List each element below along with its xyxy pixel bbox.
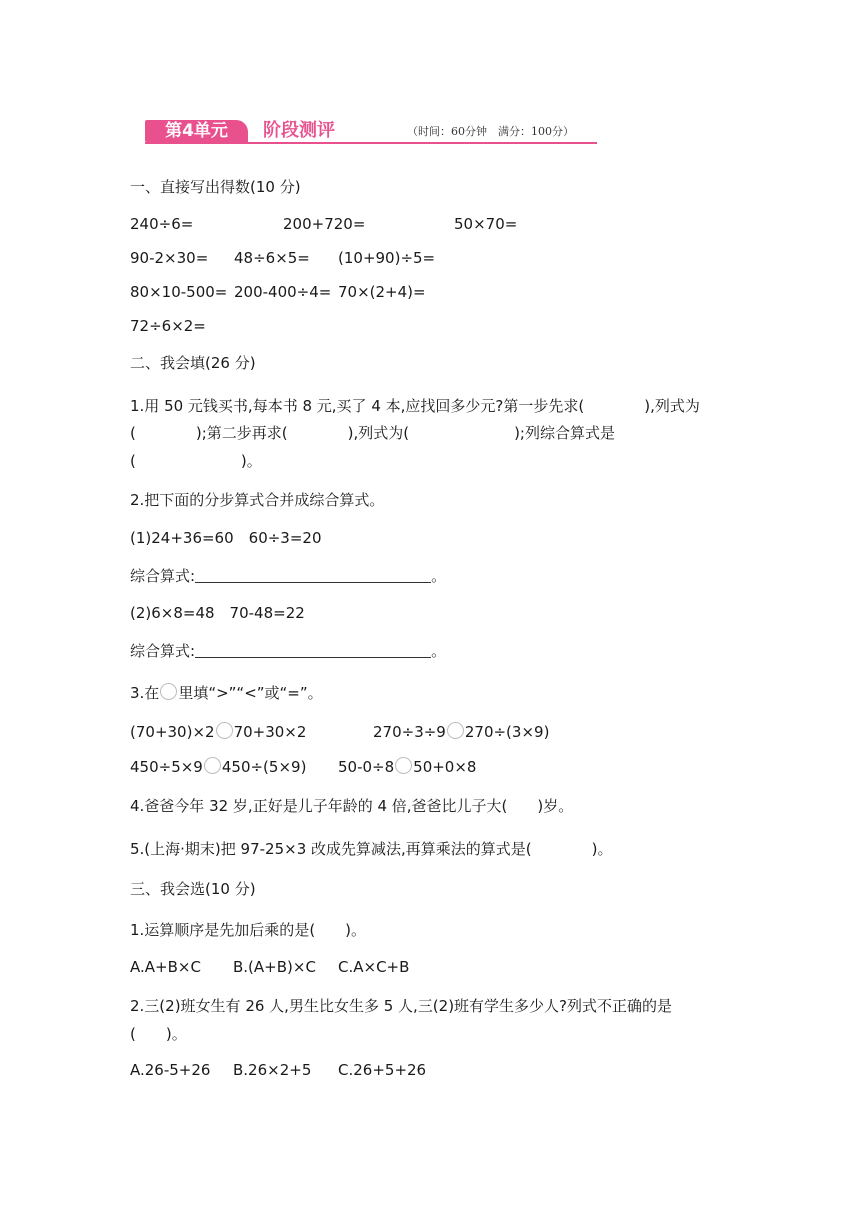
exam-meta: （时间：60分钟 满分：100分） [407, 125, 574, 138]
section3-heading: 三、我会选(10 分) [130, 880, 256, 898]
q3-title-start: 3.在 [130, 684, 160, 702]
question-2-4: 4.爸爸今年 32 岁,正好是儿子年龄的 4 倍,爸爸比儿子大( )岁。 [130, 797, 574, 815]
compare-circle-icon [160, 683, 177, 700]
unit-badge: 第4单元 [145, 120, 248, 142]
question-3-2-line1: 2.三(2)班女生有 26 人,男生比女生多 5 人,三(2)班有学生多少人?列式不正确的是 [130, 997, 673, 1015]
combined-label: 综合算式: [130, 567, 196, 585]
question-3-1: 1.运算顺序是先加后乘的是( )。 [130, 921, 367, 939]
calc-item: 70×(2+4)= [338, 283, 426, 301]
question-2-1-line3: ( )。 [130, 452, 262, 470]
page-title: 阶段测评 [263, 120, 335, 141]
calc-item: 80×10-500= [130, 283, 228, 301]
compare-circle-icon [216, 722, 233, 739]
combined-formula-2 [130, 641, 446, 661]
question-2-2-sub1: (1)24+36=60 60÷3=20 [130, 529, 322, 547]
header-divider [145, 142, 597, 144]
question-3-2-line2: ( )。 [130, 1025, 187, 1043]
compare-right: 70+30×2 [233, 723, 307, 741]
compare-left: 270÷3÷9 [373, 723, 446, 741]
calc-item: 48÷6×5= [234, 249, 310, 267]
question-2-3-title [130, 683, 323, 703]
answer-blank [195, 566, 431, 583]
answer-blank [195, 641, 431, 658]
calc-item: 200+720= [283, 215, 366, 233]
compare-right: 50+0×8 [413, 758, 477, 776]
compare-left: 50-0÷8 [338, 758, 395, 776]
option-a: A.A+B×C [130, 958, 201, 976]
compare-left: (70+30)×2 [130, 723, 215, 741]
compare-right: 270÷(3×9) [464, 723, 550, 741]
section2-heading: 二、我会填(26 分) [130, 354, 256, 372]
q3-title-end: 里填“>”“<”或“=”。 [178, 684, 323, 702]
calc-item: 200-400÷4= [234, 283, 332, 301]
option-b: B.(A+B)×C [233, 958, 316, 976]
option-c: C.A×C+B [338, 958, 410, 976]
compare-circle-icon [395, 757, 412, 774]
question-2-1-line1: 1.用 50 元钱买书,每本书 8 元,买了 4 本,应找回多少元?第一步先求( ),列式为 [130, 397, 700, 415]
option-a: A.26-5+26 [130, 1061, 211, 1079]
question-2-1-line2: ( );第二步再求( ),列式为( );列综合算式是 [130, 424, 615, 442]
question-2-2-sub2: (2)6×8=48 70-48=22 [130, 604, 305, 622]
compare-item [130, 757, 306, 777]
compare-item [373, 722, 549, 742]
calc-item: 90-2×30= [130, 249, 209, 267]
compare-item [338, 757, 476, 777]
calc-item: 72÷6×2= [130, 317, 206, 335]
option-c: C.26+5+26 [338, 1061, 427, 1079]
question-2-5: 5.(上海·期末)把 97-25×3 改成先算减法,再算乘法的算式是( )。 [130, 840, 613, 858]
compare-right: 450÷(5×9) [221, 758, 307, 776]
combined-formula-1 [130, 566, 446, 586]
compare-item [130, 722, 306, 742]
period: 。 [431, 567, 447, 585]
calc-item: 240÷6= [130, 215, 194, 233]
calc-item: 50×70= [454, 215, 518, 233]
compare-left: 450÷5×9 [130, 758, 203, 776]
unit-header [145, 120, 597, 144]
option-b: B.26×2+5 [233, 1061, 312, 1079]
period: 。 [431, 642, 447, 660]
section1-heading: 一、直接写出得数(10 分) [130, 178, 301, 196]
compare-circle-icon [204, 757, 221, 774]
question-2-2-title: 2.把下面的分步算式合并成综合算式。 [130, 491, 385, 509]
calc-item: (10+90)÷5= [338, 249, 436, 267]
compare-circle-icon [447, 722, 464, 739]
combined-label: 综合算式: [130, 642, 196, 660]
